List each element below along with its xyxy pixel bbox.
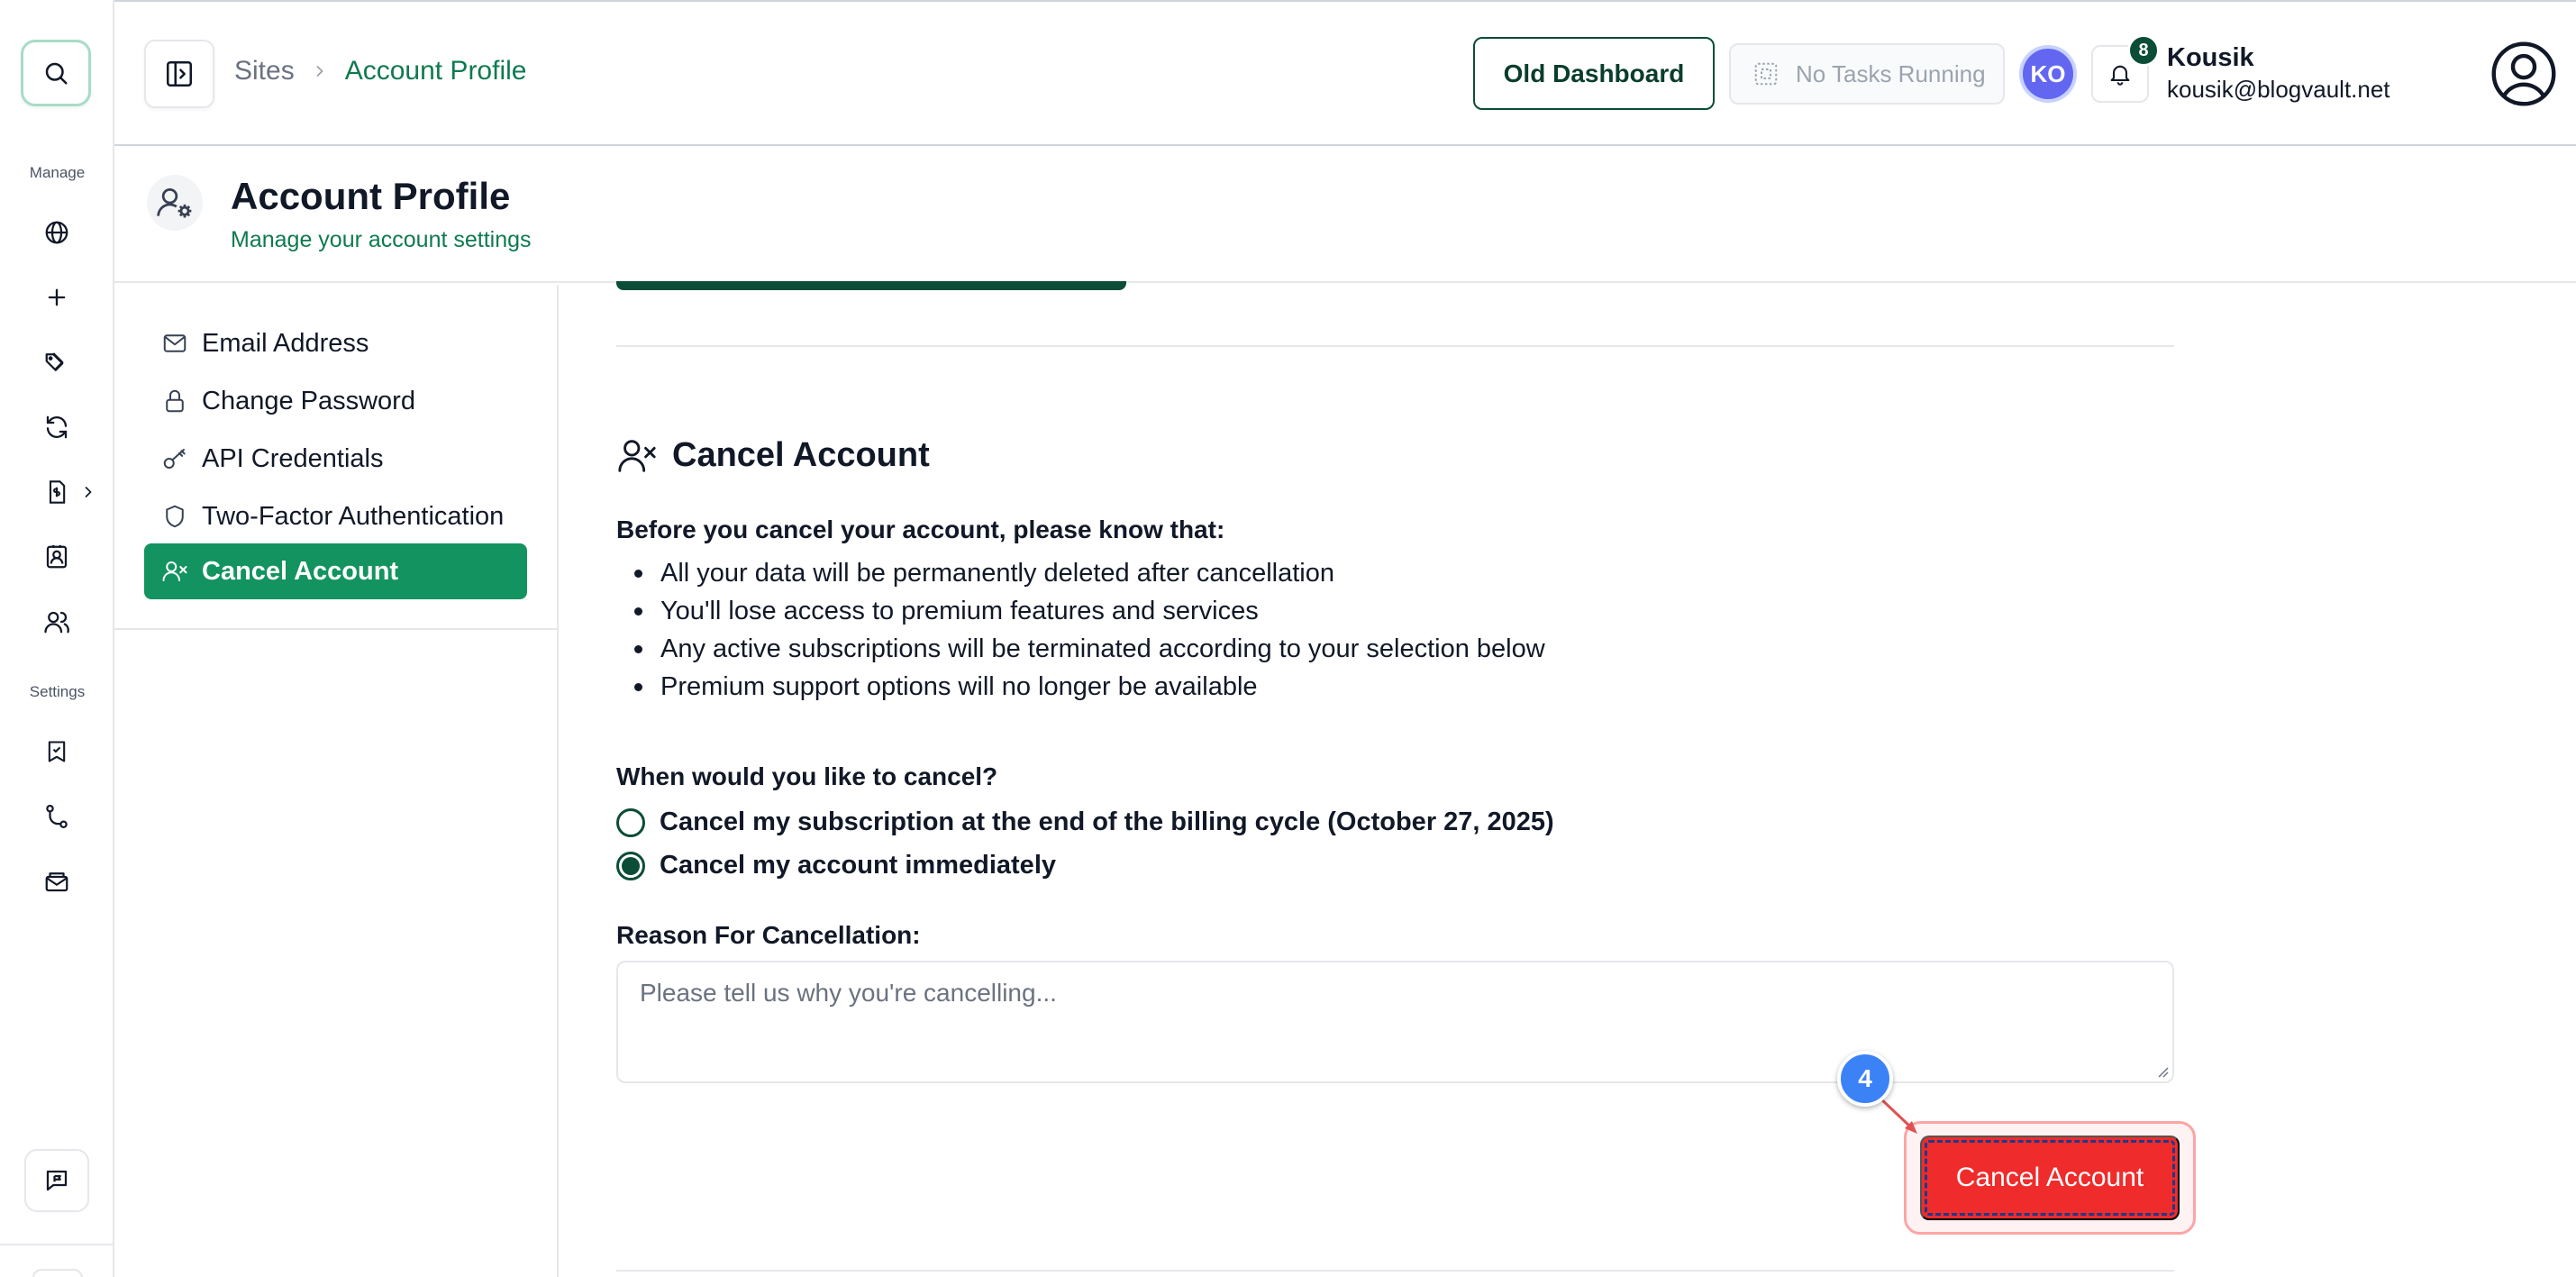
cancel-account-submit-button[interactable]: Cancel Account [1920,1136,2180,1220]
radio-immediately[interactable] [616,851,1056,880]
feedback-button[interactable] [24,1149,89,1212]
rail-tags-button[interactable] [34,340,79,385]
lock-icon [160,387,189,415]
rail-sites-button[interactable] [34,210,79,255]
tasks-status-text: No Tasks Running [1796,59,1986,87]
message-flag-icon [43,1167,70,1194]
page-header [114,148,2576,283]
top-border [114,0,2576,2]
tasks-scan-icon [1752,60,1780,87]
reason-textarea[interactable] [616,961,2174,1083]
radio-selected-dot [622,857,640,875]
annotation-step-badge: 4 [1837,1051,1893,1107]
refresh-icon [43,414,70,441]
globe-icon [43,219,70,246]
user-x-icon [616,434,658,476]
resize-handle-icon[interactable] [2154,1063,2169,1078]
cancel-account-panel [559,285,2576,1277]
nav-item-label: API Credentials [202,443,384,473]
page-subtitle: Manage your account settings [231,227,532,252]
shield-icon [160,502,189,531]
list-item: Any active subscriptions will be terminated according to your selection below [634,634,1545,672]
tags-icon [43,349,70,376]
plus-icon [44,285,69,310]
left-rail [0,0,114,1277]
cancel-consequences-list [634,559,1545,710]
radio-end-of-cycle[interactable] [616,807,1554,837]
nav-item-change-password[interactable] [144,373,527,429]
breadcrumb [234,56,526,87]
chevron-right-icon [311,62,329,80]
old-dashboard-button[interactable]: Old Dashboard [1473,37,1715,110]
page-header-icon [147,175,203,231]
rail-billing-button[interactable] [34,470,79,515]
rail-bottom-divider [0,1244,114,1245]
cancel-intro: Before you cancel your account, please know that: [616,515,1225,543]
nav-item-cancel-account[interactable] [144,543,527,599]
mail-icon [160,329,189,358]
list-item: All your data will be permanently deleted after cancellation [634,559,1545,597]
mail-stack-icon [43,868,70,895]
breadcrumb-separator [311,62,329,80]
bookmark-check-icon [44,738,69,765]
workspace-avatar[interactable]: KO [2019,45,2077,103]
notification-count-badge: 8 [2127,34,2160,67]
rail-team-button[interactable] [34,599,79,644]
top-bar [114,0,2576,146]
chevron-right-icon[interactable] [79,483,97,501]
cancel-section-header [616,434,930,476]
global-search-button[interactable] [21,40,91,106]
key-icon [160,444,189,473]
cancel-timing-question: When would you like to cancel? [616,762,998,790]
radio-end-of-cycle-label: Cancel my subscription at the end of the billing cycle (October 27, 2025) [660,807,1554,836]
user-x-icon [160,557,189,586]
section-divider-bottom [616,1270,2174,1272]
reason-placeholder: Please tell us why you're cancelling... [640,979,1057,1007]
git-branch-icon [43,803,70,830]
nav-divider [114,628,559,630]
breadcrumb-current: Account Profile [344,56,527,86]
contact-card-icon [43,543,70,570]
nav-item-label: Two-Factor Authentication [202,501,505,531]
nav-item-email-address[interactable] [144,315,527,371]
bell-icon [2107,61,2133,87]
radio-immediately-label: Cancel my account immediately [660,851,1056,880]
user-email: kousik@blogvault.net [2167,76,2390,103]
rail-sync-button[interactable] [34,405,79,450]
sidebar-toggle-button[interactable] [144,40,214,108]
rail-add-site-button[interactable] [34,275,79,320]
user-circle-icon[interactable] [2490,40,2558,108]
users-icon [43,608,70,635]
rail-integrations-button[interactable] [34,794,79,839]
radio-immediately-control[interactable] [616,852,645,880]
rail-section-manage: Manage [29,164,86,181]
user-gear-icon [155,183,195,223]
rail-mail-button[interactable] [34,859,79,904]
section-divider [616,345,2174,347]
search-icon [42,59,69,87]
previous-section-button[interactable] [616,281,1126,290]
rail-section-settings: Settings [29,683,86,700]
rail-bottom-control[interactable] [32,1269,83,1277]
nav-item-label: Email Address [202,328,369,358]
user-name: Kousik [2167,43,2254,72]
rail-bookmarks-button[interactable] [34,729,79,774]
breadcrumb-sites-link[interactable]: Sites [234,56,295,86]
invoice-icon [44,479,69,506]
rail-contacts-button[interactable] [34,534,79,579]
list-item: You'll lose access to premium features and services [634,597,1545,634]
reason-label: Reason For Cancellation: [616,921,921,949]
page-title: Account Profile [231,175,511,217]
panel-left-icon [164,59,195,89]
nav-item-label: Change Password [202,386,415,415]
nav-item-label: Cancel Account [202,556,399,586]
list-item: Premium support options will no longer be available [634,672,1545,710]
radio-end-of-cycle-control[interactable] [616,808,645,837]
tasks-status-button[interactable] [1729,43,2005,105]
nav-item-api-credentials[interactable] [144,431,527,487]
settings-nav [114,285,559,1277]
cancel-section-title: Cancel Account [672,435,930,474]
nav-item-two-factor-auth[interactable] [144,488,527,544]
